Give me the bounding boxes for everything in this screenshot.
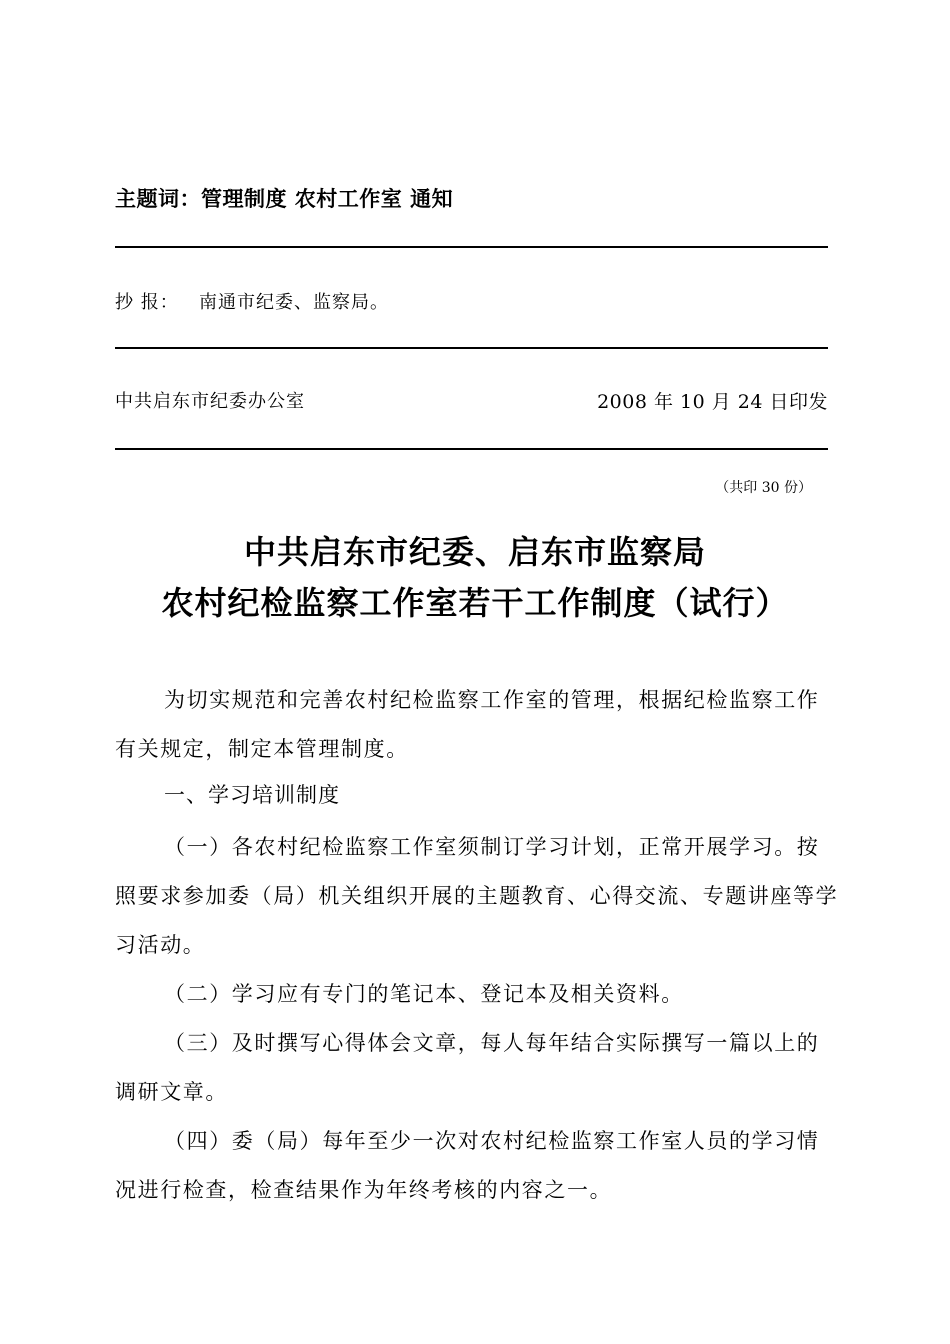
section-item: （一）各农村纪检监察工作室须制订学习计划，正常开展学习。按照要求参加委（局）机关组织开展的主题教育、心得交流、专题讲座等学习活动。: [115, 835, 839, 957]
cc-recipients: 南通市纪委、监察局。: [199, 292, 389, 313]
cc-label: 抄 报：: [115, 292, 179, 313]
section-heading: 一、学习培训制度: [164, 783, 340, 807]
intro-paragraph: 为切实规范和完善农村纪检监察工作室的管理，根据纪检监察工作有关规定，制定本管理制度。: [115, 688, 820, 761]
issue-date: 2008 年 10 月 24 日印发: [597, 391, 828, 413]
print-copies: （共印 30 份）: [715, 480, 812, 496]
document-title-line-2: 农村纪检监察工作室若干工作制度（试行）: [161, 584, 789, 622]
section-item: （四）委（局）每年至少一次对农村纪检监察工作室人员的学习情况进行检查，检查结果作为年终考核的内容之一。: [115, 1129, 820, 1202]
cc-line: [115, 288, 389, 314]
divider-rule: [115, 246, 828, 248]
section-item: （二）学习应有专门的笔记本、登记本及相关资料。: [164, 982, 684, 1006]
document-title-line-1: 中共启东市纪委、启东市监察局: [243, 533, 706, 571]
section-item: （三）及时撰写心得体会文章，每人每年结合实际撰写一篇以上的调研文章。: [115, 1031, 820, 1104]
divider-rule: [115, 347, 828, 349]
divider-rule: [115, 448, 828, 450]
subject-keywords: 主题词：管理制度 农村工作室 通知: [115, 187, 454, 211]
issuing-office: 中共启东市纪委办公室: [115, 391, 305, 412]
